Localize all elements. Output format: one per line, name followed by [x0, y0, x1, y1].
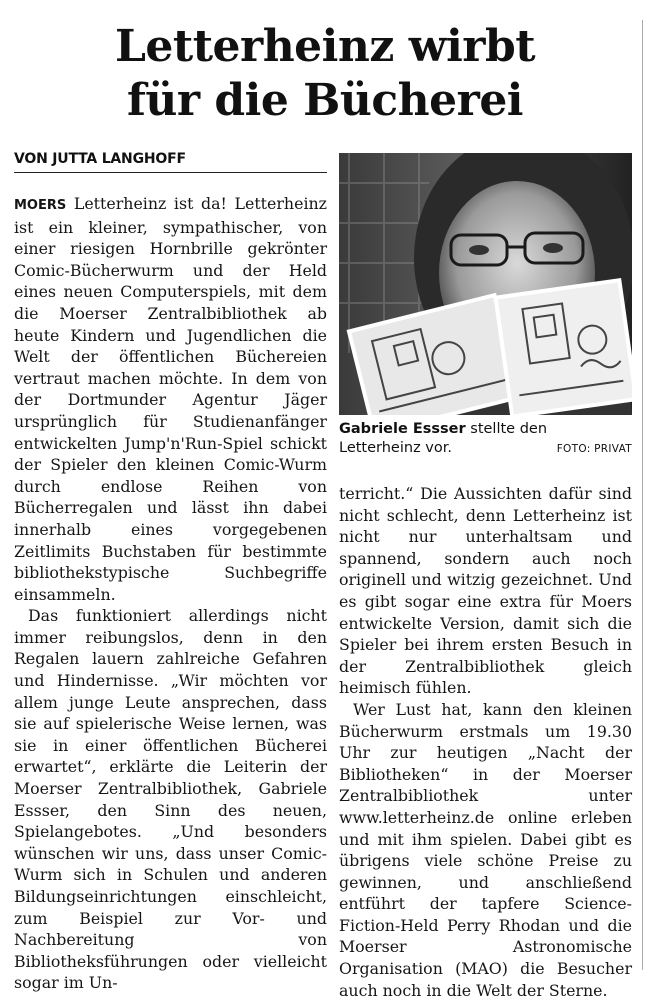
- article-paragraph-2: Das funktioniert allerdings nicht immer reibungslos, denn in den Regalen lauern zahlreiche Gefahren und Hindernisse. „Wir möchten vor allem junge Leute ansprechen, dass sie auf spielerische Weise lernen, was sie in einer öffentlichen Bücherei erwartet“, erklärte die Leiterin der Moerser Zentralbibliothek, Gabriele Essser, den Sinn des neuen, Spielangebotes. „Und besonders wünschen wir uns, dass unser Comic-Wurm sich in Schulen und anderen Bildungseinrichtungen einschleicht, zum Beispiel zur Vor- und Nachbereitung von Bibliotheksführungen oder vielleicht sogar im Un-: [14, 606, 327, 993]
- caption-text: [339, 420, 632, 458]
- headline-line-2: für die Bücherei: [126, 75, 524, 126]
- dateline: MOERS: [14, 198, 67, 213]
- headline: [0, 20, 650, 128]
- photo-credit: FOTO: PRIVAT: [556, 443, 632, 455]
- headline-line-1: Letterheinz wirbt: [114, 21, 536, 72]
- caption-name: Gabriele Essser: [339, 421, 466, 437]
- article-column-left: [14, 193, 327, 994]
- photo-caption: [339, 420, 632, 458]
- scan-edge-line: [642, 20, 643, 970]
- article-column-right: [339, 483, 632, 1001]
- article-paragraph-3: terricht.“ Die Aussichten dafür sind nicht schlecht, denn Letterheinz ist nicht nur unterhaltsam und spannend, sondern auch noch originell und witzig gezeichnet. Und es gibt sogar eine extra für Moers entwickelte Version, damit sich die Spieler bei ihrem ersten Besuch in der Zentralbibliothek gleich heimisch fühlen.: [339, 484, 632, 698]
- caption-description: stellte den Letterheinz vor.: [339, 421, 548, 456]
- byline: VON JUTTA LANGHOFF: [14, 150, 327, 173]
- article-paragraph-1: [14, 193, 327, 605]
- article-photo: [339, 153, 632, 415]
- photo-portrait-image: [339, 153, 632, 415]
- article-paragraph-4: Wer Lust hat, kann den kleinen Bücherwurm erstmals um 19.30 Uhr zur heutigen „Nacht der Bibliotheken“ in der Moerser Zentralbibliothek unter www.letterheinz.de online erleben und mit ihm spielen. Dabei gibt es übrigens viele schöne Preise zu gewinnen, und anschließend entführt der tapfere Science-Fiction-Held Perry Rhodan und die Moerser Astronomische Organisation (MAO) die Besucher auch noch in die Welt der Sterne.: [339, 699, 632, 1000]
- paragraph-1-text: Letterheinz ist da! Letterheinz ist ein kleiner, sympathischer, von einer riesigen Hornbrille gekrönter Comic-Bücherwurm und der Held eines neuen Computerspiels, mit dem die Moerser Zentralbibliothek ab heute Kindern und Jugendlichen die Welt der öffentlichen Büchereien vertraut machen möchte. In dem von der Dortmunder Agentur Jäger ursprünglich für Studienanfänger entwickelten Jump'n'Run-Spiel schickt der Spieler den kleinen Comic-Wurm durch endlose Reihen von Bücherregalen und lässt ihn dabei innerhalb eines vorgegebenen Zeitlimits Buchstaben für bestimmte bibliothekstypische Suchbegriffe einsammeln.: [14, 194, 327, 604]
